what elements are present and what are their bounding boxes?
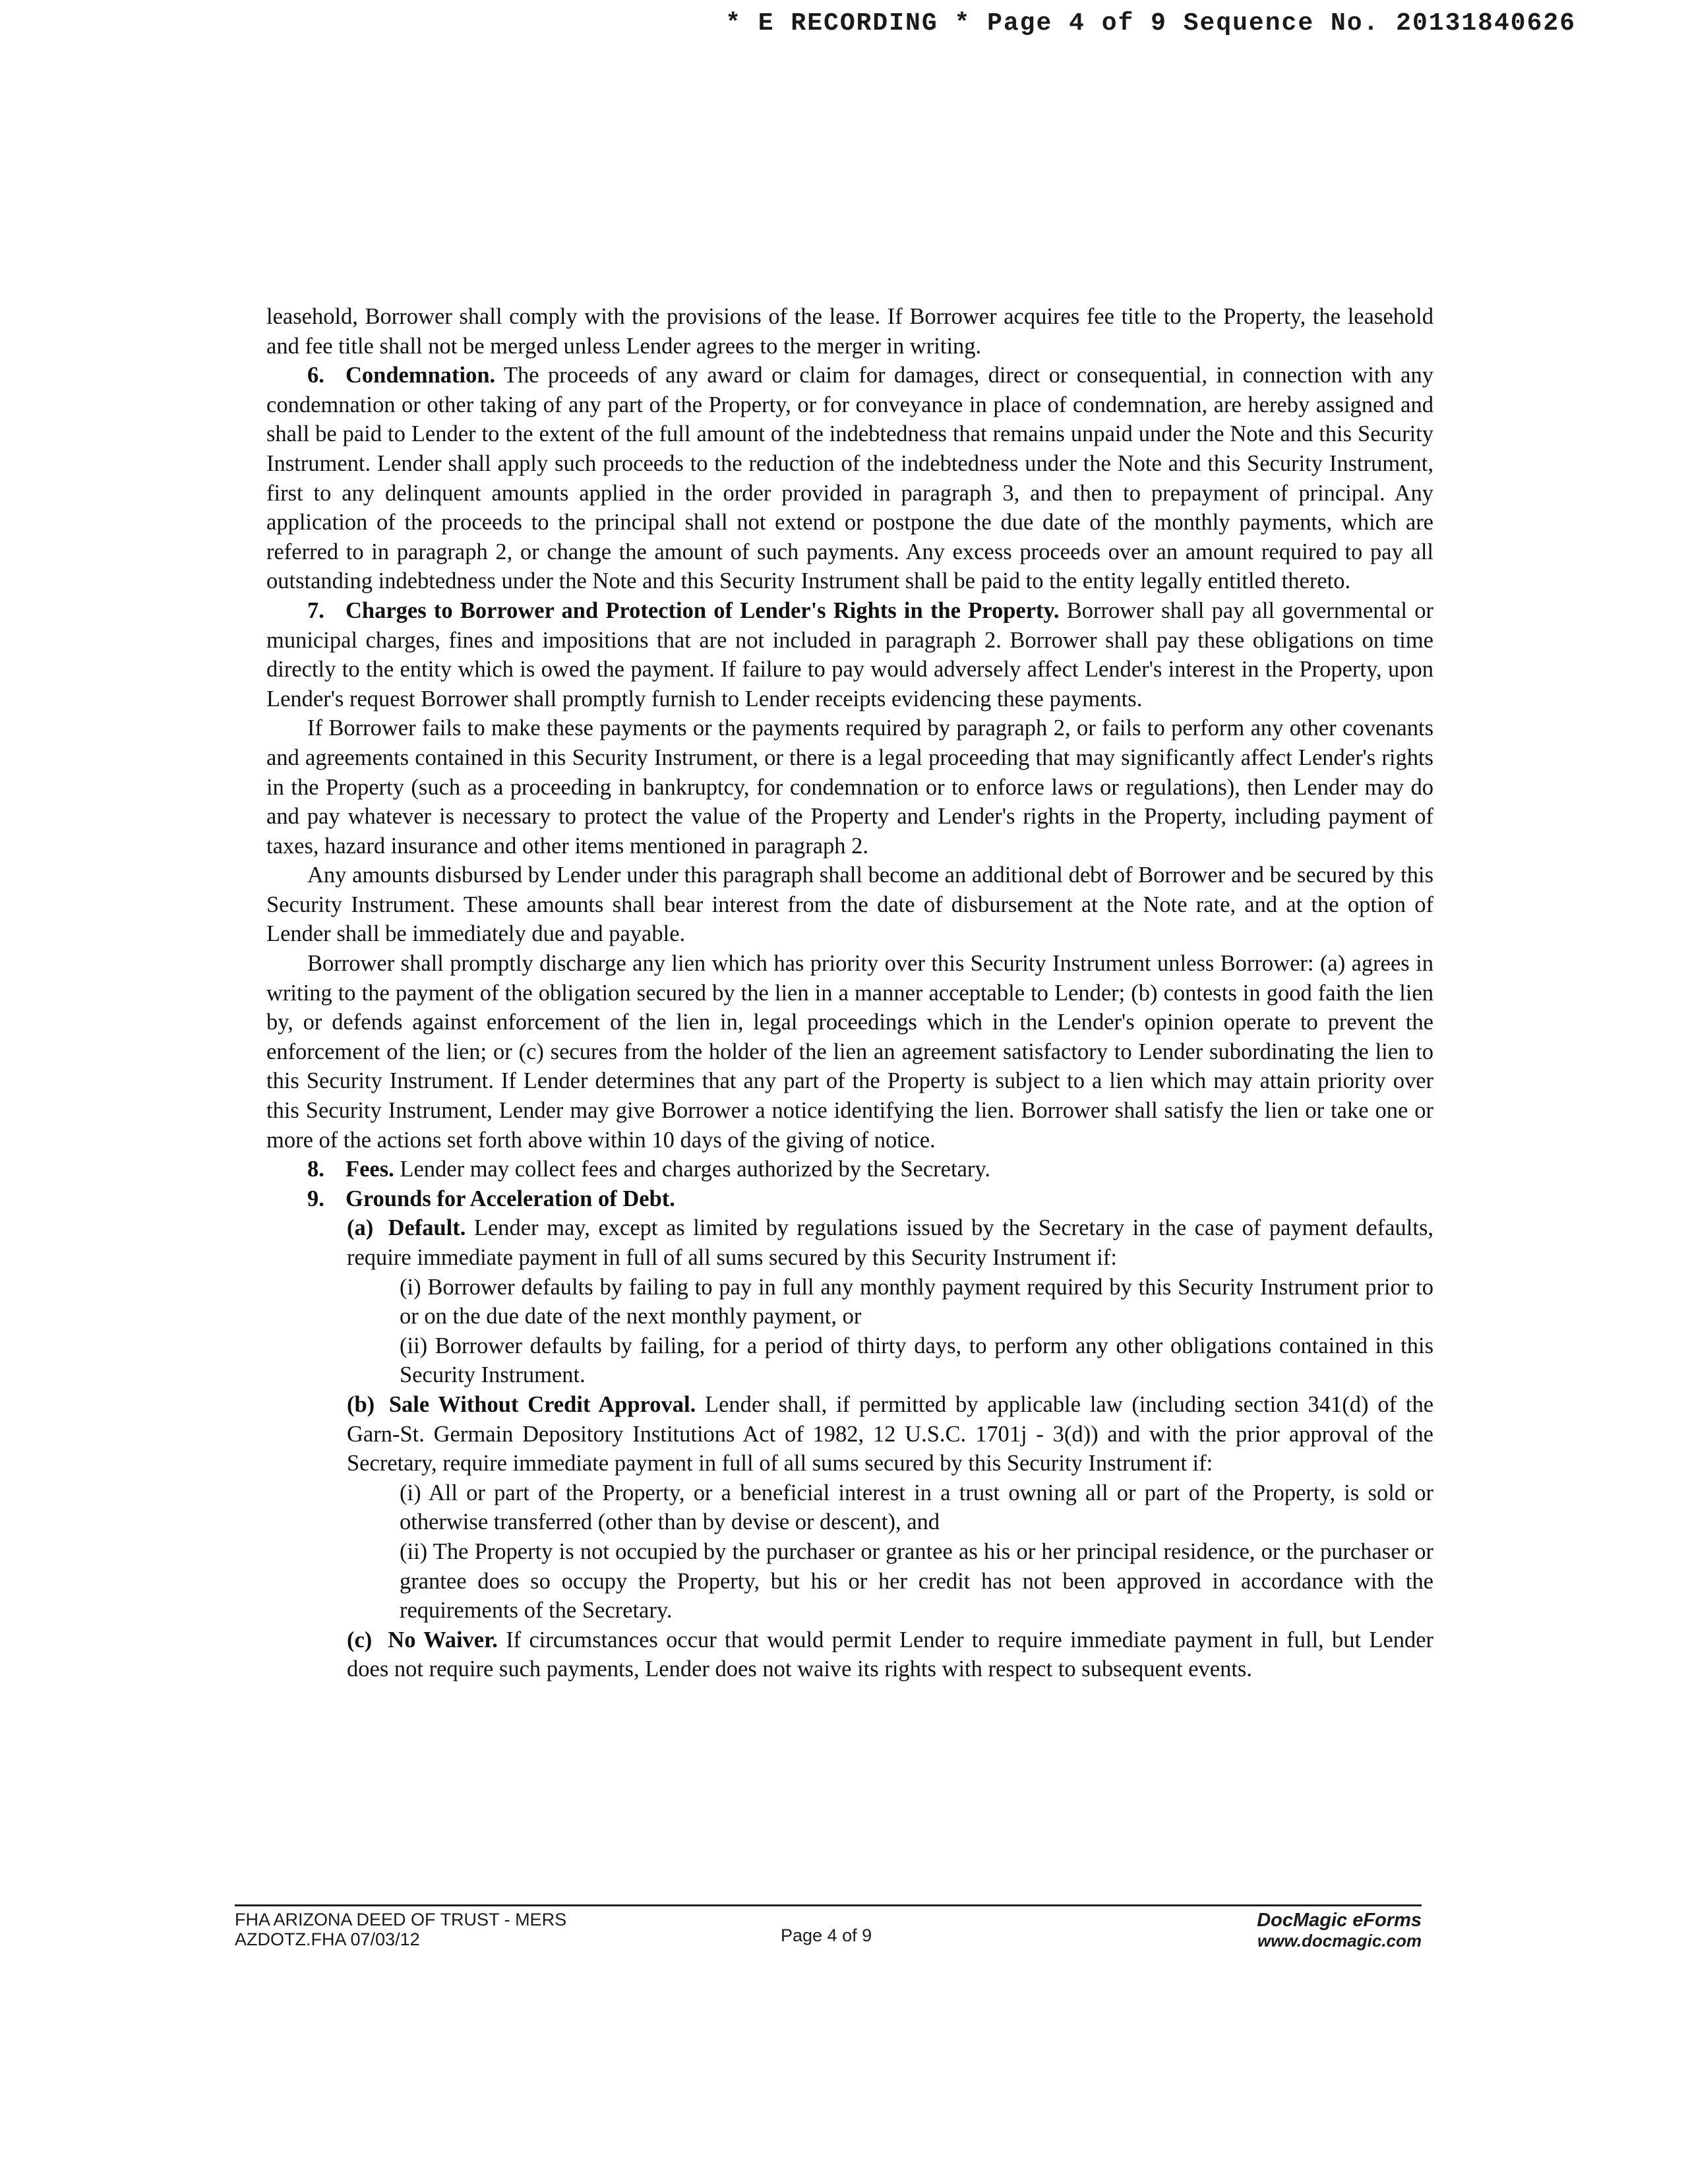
section-9a-text: Lender may, except as limited by regulations issued by the Secretary in the case of payment defaults, require immediate payment in full of all sums secured by this Security Instrument if:: [347, 1215, 1434, 1270]
paragraph-leasehold: leasehold, Borrower shall comply with the provisions of the lease. If Borrower acquires fee title to the Property, the leasehold and fee title shall not be merged unless Lender agrees to the merger in writing.: [266, 304, 1433, 359]
section-8-text: Lender may collect fees and charges authorized by the Secretary.: [400, 1157, 991, 1182]
footer-page-number: Page 4 of 9: [781, 1926, 872, 1945]
section-9c-no-waiver: [347, 1625, 1433, 1684]
brand-logo: DocMagic eForms: [1257, 1910, 1422, 1931]
section-9b-title: Sale Without Credit Approval.: [388, 1391, 696, 1417]
section-6-title: Condemnation.: [346, 363, 496, 388]
footer-form-title: FHA ARIZONA DEED OF TRUST - MERS: [235, 1910, 567, 1929]
section-8-title: Fees.: [346, 1157, 394, 1182]
section-7-title: Charges to Borrower and Protection of Lender's Rights in the Property.: [346, 597, 1060, 623]
paragraph-if-borrower-fails: If Borrower fails to make these payments or the payments required by paragraph 2, or fails to perform any other covenants and agreements contained in this Security Instrument, or there is a legal proceeding that may significantly affect Lender's rights in the Property (such as a proceeding in bankruptcy, for condemnation or to enforce laws or regulations), then Lender may do and pay whatever is necessary to protect the value of the Property and Lender's rights in the Property, including payment of taxes, hazard insurance and other items mentioned in paragraph 2.: [266, 715, 1433, 859]
section-8-fees: [266, 1155, 1433, 1184]
footer-divider: [235, 1904, 1422, 1906]
section-9-title: Grounds for Acceleration of Debt.: [346, 1186, 675, 1211]
brand-url: www.docmagic.com: [1257, 1931, 1422, 1951]
paragraph-discharge-lien: Borrower shall promptly discharge any lien which has priority over this Security Instrument unless Borrower: (a) agrees in writing to the payment of the obligation secured by the lien in a manner acceptable to Lender; (b) contests in good faith the lien by, or defends against enforcement of the lien in, legal proceedings which in the Lender's opinion operate to prevent the enforcement of the lien; or (c) secures from the holder of the lien an agreement satisfactory to Lender subordinating the lien to this Security Instrument. If Lender determines that any part of the Property is subject to a lien which may attain priority over this Security Instrument, Lender may give Borrower a notice identifying the lien. Borrower shall satisfy the lien or take one or more of the actions set forth above within 10 days of the giving of notice.: [266, 951, 1433, 1153]
section-7-text: Borrower shall pay all governmental or municipal charges, fines and impositions that are not included in paragraph 2. Borrower shall pay these obligations on time directly to the entity which is owed the payment. If failure to pay would adversely affect Lender's interest in the Property, upon Lender's request Borrower shall promptly furnish to Lender receipts evidencing these payments.: [266, 597, 1434, 712]
section-9a-title: Default.: [388, 1215, 466, 1241]
paragraph-any-amounts: Any amounts disbursed by Lender under this paragraph shall become an additional debt of Borrower and be secured by this Security Instrument. These amounts shall bear interest from the date of disbursement at the Note rate, and at the option of Lender shall be immediately due and payable.: [266, 863, 1433, 947]
section-9c-title: No Waiver.: [388, 1627, 498, 1653]
footer-brand: [1230, 1910, 1422, 1951]
section-9a-item-ii: (ii) Borrower defaults by failing, for a period of thirty days, to perform any other obligations contained in this Security Instrument.: [400, 1333, 1433, 1388]
section-8-number: 8.: [307, 1157, 324, 1182]
section-6-text: The proceeds of any award or claim for damages, direct or consequential, in connection with any condemnation or other taking of any part of the Property, or for conveyance in place of condemnation, are hereby assigned and shall be paid to Lender to the extent of the full amount of the indebtedness that remains unpaid under the Note and this Security Instrument. Lender shall apply such proceeds to the reduction of the indebtedness under the Note and this Security Instrument, first to any delinquent amounts applied in the order provided in paragraph 3, and then to prepayment of principal. Any application of the proceeds to the principal shall not extend or postpone the due date of the monthly payments, which are referred to in paragraph 2, or change the amount of such payments. Any excess proceeds over an amount required to pay all outstanding indebtedness under the Note and this Security Instrument shall be paid to the entity legally entitled thereto.: [266, 363, 1433, 594]
section-6-number: 6.: [307, 363, 324, 388]
section-9a-default: [347, 1213, 1433, 1272]
section-9b-text: Lender shall, if permitted by applicable law (including section 341(d) of the Garn-St. Germain Depository Institutions Act of 1982, 12 U.S.C. 1701j - 3(d)) and with the prior approval of the Secretary, require immediate payment in full of all sums secured by this Security Instrument if:: [347, 1391, 1434, 1476]
section-9b-item-i: (i) All or part of the Property, or a beneficial interest in a trust owning all or part of the Property, is sold or otherwise transferred (other than by devise or descent), and: [400, 1480, 1433, 1535]
section-9-number: 9.: [307, 1186, 324, 1211]
footer-form-code: AZDOTZ.FHA 07/03/12: [235, 1929, 420, 1949]
footer-form-info: [235, 1910, 566, 1949]
recording-stamp: * E RECORDING * Page 4 of 9 Sequence No. 20131840626: [725, 9, 1576, 38]
section-9b-label: (b): [347, 1391, 375, 1417]
section-9a-item-i: (i) Borrower defaults by failing to pay in full any monthly payment required by this Security Instrument prior to or on the due date of the next monthly payment, or: [400, 1274, 1433, 1329]
document-body: [266, 302, 1433, 1684]
section-9c-text: If circumstances occur that would permit Lender to require immediate payment in full, but Lender does not require such payments, Lender does not waive its rights with respect to subsequent events.: [347, 1627, 1434, 1682]
section-7-charges: [266, 596, 1433, 713]
section-9b-item-ii: (ii) The Property is not occupied by the purchaser or grantee as his or her principal residence, or the purchaser or grantee does so occupy the Property, but his or her credit has not been approved in accordance with the requirements of the Secretary.: [400, 1538, 1433, 1623]
section-9-acceleration: [266, 1184, 1433, 1214]
section-9a-label: (a): [347, 1215, 374, 1241]
section-9c-label: (c): [347, 1627, 373, 1653]
section-9b-sale: [347, 1390, 1433, 1478]
section-6-condemnation: [266, 361, 1433, 596]
section-7-number: 7.: [307, 597, 324, 623]
